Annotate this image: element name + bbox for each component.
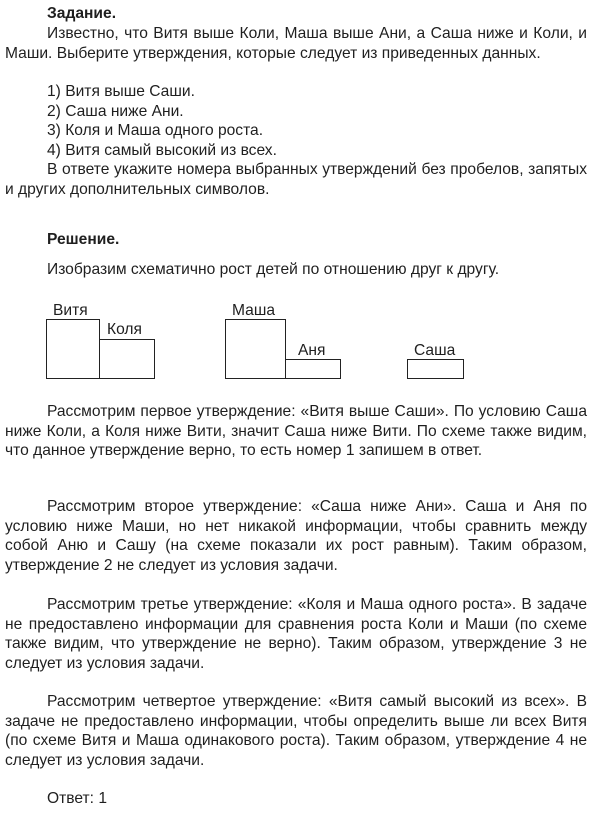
label-sasha: Саша xyxy=(414,342,456,359)
solution-heading: Решение. xyxy=(47,231,120,248)
label-anya: Аня xyxy=(298,342,326,359)
bar-anya xyxy=(285,359,341,379)
paragraph-statement-3: Рассмотрим третье утверждение: «Коля и Маша одного роста». В задаче не предоставлено информации для сравнения роста Коли и Маши (по схеме также видим, что утверждение не верно). Таким образом, утверждение 3 не следует из условия задачи. xyxy=(5,596,587,672)
statement-item: 3) Коля и Маша одного роста. xyxy=(47,122,264,140)
bar-vitya xyxy=(46,319,100,379)
bar-masha xyxy=(225,319,286,379)
task-heading: Задание. xyxy=(47,5,117,22)
answer: Ответ: 1 xyxy=(47,790,108,807)
label-kolya: Коля xyxy=(107,321,142,338)
statement-item: 1) Витя выше Саши. xyxy=(47,83,195,100)
bar-sasha xyxy=(407,359,464,379)
bar-kolya xyxy=(99,339,155,379)
paragraph-statement-2: Рассмотрим второе утверждение: «Саша ниже Ани». Саша и Аня по условию ниже Маши, но нет никакой информации, чтобы сравнить между собой Аню и Сашу (на схеме показали их рост равным). Таким образом, утверждение 2 не следует из условия задачи. xyxy=(5,498,587,574)
statement-item: 4) Витя самый высокий из всех. xyxy=(47,141,277,159)
task-intro: Известно, что Витя выше Коли, Маша выше Ани, а Саша ниже и Коли, и Маши. Выберите утверждения, которые следует из приведенных данных. xyxy=(5,25,587,62)
statement-item: 2) Саша ниже Ани. xyxy=(47,102,184,120)
statement-list xyxy=(47,82,277,160)
solution-intro: Изобразим схематично рост детей по отношению друг к другу. xyxy=(47,261,500,278)
task-instruction: В ответе укажите номера выбранных утверждений без пробелов, запятых и других дополнительных символов. xyxy=(5,161,587,198)
label-vitya: Витя xyxy=(53,302,88,319)
label-masha: Маша xyxy=(232,302,276,319)
paragraph-statement-1: Рассмотрим первое утверждение: «Витя выше Саши». По условию Саша ниже Коли, а Коля ниже Вити, значит Саша ниже Вити. По схеме также видим, что данное утверждение верно, то есть номер 1 запишем в ответ. xyxy=(5,403,587,460)
paragraph-statement-4: Рассмотрим четвертое утверждение: «Витя самый высокий из всех». В задаче не предоставлено информации, чтобы определить выше ли всех Витя (по схеме Витя и Маша одинакового роста). Таким образом, утверждение 4 не следует из условия задачи. xyxy=(5,693,587,769)
